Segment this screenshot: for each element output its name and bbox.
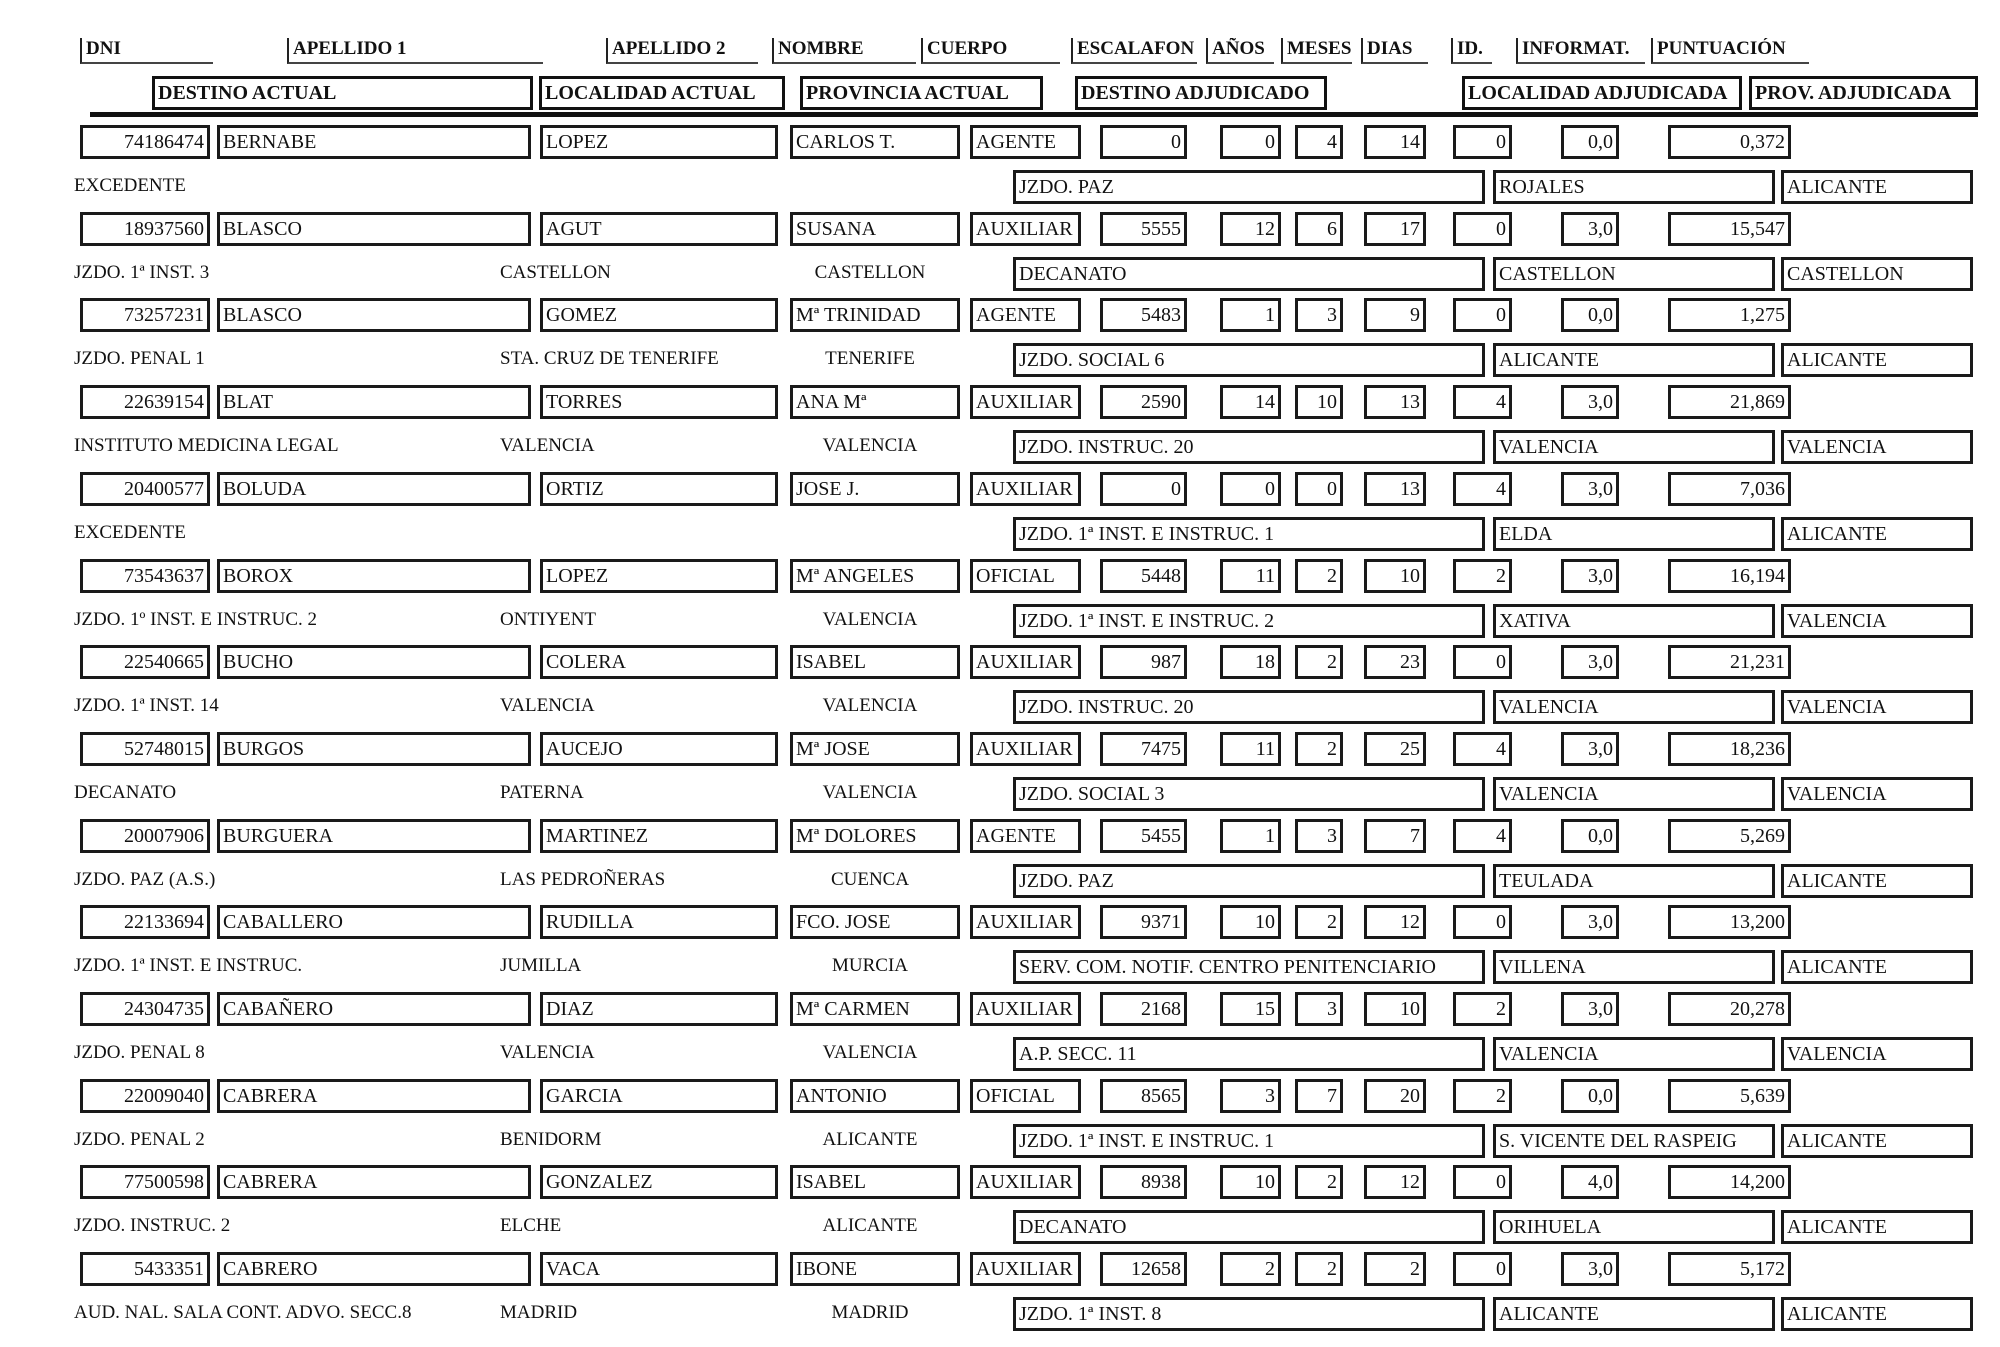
field-cuerpo: AGENTE — [970, 819, 1081, 853]
field-cuerpo: AUXILIAR — [970, 1165, 1081, 1199]
field-anos: 1 — [1220, 819, 1281, 853]
header-provincia-actual: PROVINCIA ACTUAL — [800, 76, 1043, 110]
field-id: 2 — [1453, 559, 1512, 593]
field-apellido1: BURGUERA — [217, 819, 531, 853]
field-localidad-adjudicada: ELDA — [1493, 517, 1775, 551]
field-localidad-adjudicada: VILLENA — [1493, 950, 1775, 984]
field-escalafon: 2590 — [1100, 385, 1187, 419]
provincia-actual-text: CASTELLON — [814, 262, 926, 283]
field-anos: 10 — [1220, 1165, 1281, 1199]
field-apellido2: AGUT — [540, 212, 778, 246]
field-anos: 0 — [1220, 125, 1281, 159]
field-escalafon: 7475 — [1100, 732, 1187, 766]
field-cuerpo: AGENTE — [970, 298, 1081, 332]
field-destino-adjudicado: JZDO. 1ª INST. E INSTRUC. 1 — [1013, 517, 1485, 551]
header-localidad-actual: LOCALIDAD ACTUAL — [539, 76, 785, 110]
field-id: 4 — [1453, 385, 1512, 419]
field-escalafon: 8938 — [1100, 1165, 1187, 1199]
field-cuerpo: AUXILIAR — [970, 212, 1081, 246]
header-apellido2: APELLIDO 2 — [606, 38, 758, 64]
localidad-actual-text — [500, 521, 800, 547]
field-puntuacion: 14,200 — [1668, 1165, 1791, 1199]
header-dias: DIAS — [1361, 38, 1428, 64]
field-cuerpo: OFICIAL — [970, 1079, 1081, 1113]
field-dias: 10 — [1364, 559, 1426, 593]
field-nombre: ISABEL — [790, 1165, 960, 1199]
field-id: 0 — [1453, 645, 1512, 679]
field-meses: 6 — [1295, 212, 1343, 246]
field-anos: 3 — [1220, 1079, 1281, 1113]
destino-actual-text: JZDO. PAZ (A.S.) — [74, 869, 216, 890]
destino-actual-text: INSTITUTO MEDICINA LEGAL — [74, 435, 339, 456]
field-apellido1: BURGOS — [217, 732, 531, 766]
field-cuerpo: AGENTE — [970, 125, 1081, 159]
field-localidad-adjudicada: VALENCIA — [1493, 777, 1775, 811]
field-dias: 2 — [1364, 1252, 1426, 1286]
field-prov-adjudicada: VALENCIA — [1781, 1037, 1973, 1071]
localidad-actual-text: CASTELLON — [500, 262, 611, 283]
field-cuerpo: AUXILIAR — [970, 1252, 1081, 1286]
field-apellido1: BUCHO — [217, 645, 531, 679]
localidad-actual-text: BENIDORM — [500, 1129, 602, 1150]
field-meses: 4 — [1295, 125, 1343, 159]
field-id: 0 — [1453, 1252, 1512, 1286]
field-dias: 14 — [1364, 125, 1426, 159]
field-meses: 0 — [1295, 472, 1343, 506]
field-dni: 18937560 — [80, 212, 210, 246]
field-apellido1: CABRERA — [217, 1079, 531, 1113]
field-prov-adjudicada: VALENCIA — [1781, 777, 1973, 811]
provincia-actual-text: VALENCIA — [822, 782, 918, 803]
field-dias: 12 — [1364, 1165, 1426, 1199]
field-informat: 0,0 — [1561, 125, 1619, 159]
header-apellido1: APELLIDO 1 — [287, 38, 543, 64]
field-localidad-adjudicada: ORIHUELA — [1493, 1210, 1775, 1244]
field-dni: 22009040 — [80, 1079, 210, 1113]
field-anos: 12 — [1220, 212, 1281, 246]
field-dias: 25 — [1364, 732, 1426, 766]
field-anos: 11 — [1220, 732, 1281, 766]
field-informat: 3,0 — [1561, 992, 1619, 1026]
field-destino-adjudicado: JZDO. SOCIAL 6 — [1013, 343, 1485, 377]
field-dni: 73543637 — [80, 559, 210, 593]
field-apellido1: BLAT — [217, 385, 531, 419]
field-meses: 3 — [1295, 992, 1343, 1026]
header-destino-adjudicado: DESTINO ADJUDICADO — [1075, 76, 1327, 110]
field-escalafon: 5448 — [1100, 559, 1187, 593]
field-dni: 20400577 — [80, 472, 210, 506]
field-localidad-adjudicada: ALICANTE — [1493, 1297, 1775, 1331]
field-informat: 4,0 — [1561, 1165, 1619, 1199]
field-apellido2: GONZALEZ — [540, 1165, 778, 1199]
field-dni: 74186474 — [80, 125, 210, 159]
destino-actual-text: DECANATO — [74, 782, 177, 803]
field-informat: 3,0 — [1561, 905, 1619, 939]
field-escalafon: 0 — [1100, 125, 1187, 159]
field-apellido2: LOPEZ — [540, 559, 778, 593]
localidad-actual-text: PATERNA — [500, 782, 584, 803]
header-informat: INFORMAT. — [1516, 38, 1645, 64]
field-nombre: ISABEL — [790, 645, 960, 679]
field-nombre: Mª CARMEN — [790, 992, 960, 1026]
field-id: 4 — [1453, 472, 1512, 506]
field-apellido1: BLASCO — [217, 212, 531, 246]
field-apellido2: VACA — [540, 1252, 778, 1286]
field-cuerpo: AUXILIAR — [970, 385, 1081, 419]
destino-actual-text: EXCEDENTE — [74, 175, 186, 196]
field-localidad-adjudicada: VALENCIA — [1493, 690, 1775, 724]
field-cuerpo: AUXILIAR — [970, 992, 1081, 1026]
field-prov-adjudicada: ALICANTE — [1781, 1210, 1973, 1244]
field-localidad-adjudicada: CASTELLON — [1493, 257, 1775, 291]
field-dias: 13 — [1364, 472, 1426, 506]
field-prov-adjudicada: ALICANTE — [1781, 1124, 1973, 1158]
field-apellido2: MARTINEZ — [540, 819, 778, 853]
field-cuerpo: AUXILIAR — [970, 732, 1081, 766]
field-puntuacion: 21,231 — [1668, 645, 1791, 679]
field-destino-adjudicado: SERV. COM. NOTIF. CENTRO PENITENCIARIO — [1013, 950, 1485, 984]
field-puntuacion: 20,278 — [1668, 992, 1791, 1026]
field-dni: 73257231 — [80, 298, 210, 332]
destino-actual-text: JZDO. 1º INST. E INSTRUC. 2 — [74, 609, 318, 630]
provincia-actual-text: MADRID — [831, 1302, 909, 1323]
field-puntuacion: 13,200 — [1668, 905, 1791, 939]
field-nombre: Mª JOSE — [790, 732, 960, 766]
field-anos: 10 — [1220, 905, 1281, 939]
field-escalafon: 0 — [1100, 472, 1187, 506]
field-destino-adjudicado: JZDO. PAZ — [1013, 864, 1485, 898]
field-puntuacion: 7,036 — [1668, 472, 1791, 506]
field-meses: 3 — [1295, 298, 1343, 332]
field-apellido2: LOPEZ — [540, 125, 778, 159]
field-dias: 17 — [1364, 212, 1426, 246]
field-anos: 1 — [1220, 298, 1281, 332]
field-informat: 3,0 — [1561, 732, 1619, 766]
field-nombre: ANA Mª — [790, 385, 960, 419]
field-destino-adjudicado: JZDO. 1ª INST. E INSTRUC. 1 — [1013, 1124, 1485, 1158]
field-prov-adjudicada: ALICANTE — [1781, 517, 1973, 551]
field-localidad-adjudicada: TEULADA — [1493, 864, 1775, 898]
field-puntuacion: 1,275 — [1668, 298, 1791, 332]
field-anos: 15 — [1220, 992, 1281, 1026]
field-meses: 2 — [1295, 1252, 1343, 1286]
field-destino-adjudicado: JZDO. INSTRUC. 20 — [1013, 690, 1485, 724]
field-prov-adjudicada: ALICANTE — [1781, 343, 1973, 377]
field-id: 0 — [1453, 905, 1512, 939]
field-prov-adjudicada: VALENCIA — [1781, 604, 1973, 638]
field-apellido1: BOLUDA — [217, 472, 531, 506]
localidad-actual-text — [500, 174, 800, 200]
field-cuerpo: AUXILIAR — [970, 905, 1081, 939]
header-nombre: NOMBRE — [772, 38, 916, 64]
field-nombre: SUSANA — [790, 212, 960, 246]
field-id: 2 — [1453, 1079, 1512, 1113]
field-nombre: Mª ANGELES — [790, 559, 960, 593]
destino-actual-text: JZDO. PENAL 8 — [74, 1042, 205, 1063]
field-apellido1: BOROX — [217, 559, 531, 593]
field-apellido2: GARCIA — [540, 1079, 778, 1113]
field-escalafon: 12658 — [1100, 1252, 1187, 1286]
field-nombre: FCO. JOSE — [790, 905, 960, 939]
header-anos: AÑOS — [1206, 38, 1274, 64]
field-prov-adjudicada: ALICANTE — [1781, 170, 1973, 204]
field-prov-adjudicada: VALENCIA — [1781, 430, 1973, 464]
field-cuerpo: AUXILIAR — [970, 472, 1081, 506]
field-anos: 18 — [1220, 645, 1281, 679]
header-prov-adjudicada: PROV. ADJUDICADA — [1749, 76, 1978, 110]
field-meses: 2 — [1295, 645, 1343, 679]
field-informat: 3,0 — [1561, 472, 1619, 506]
provincia-actual-text: MURCIA — [831, 955, 908, 976]
field-apellido1: CABRERA — [217, 1165, 531, 1199]
field-apellido2: AUCEJO — [540, 732, 778, 766]
field-nombre: Mª TRINIDAD — [790, 298, 960, 332]
provincia-actual-text: VALENCIA — [822, 695, 918, 716]
field-cuerpo: OFICIAL — [970, 559, 1081, 593]
field-nombre: CARLOS T. — [790, 125, 960, 159]
header-localidad-adjudicada: LOCALIDAD ADJUDICADA — [1462, 76, 1742, 110]
field-apellido2: COLERA — [540, 645, 778, 679]
field-localidad-adjudicada: S. VICENTE DEL RASPEIG — [1493, 1124, 1775, 1158]
field-informat: 3,0 — [1561, 1252, 1619, 1286]
field-meses: 3 — [1295, 819, 1343, 853]
provincia-actual-text — [800, 521, 940, 547]
field-destino-adjudicado: JZDO. PAZ — [1013, 170, 1485, 204]
field-localidad-adjudicada: ALICANTE — [1493, 343, 1775, 377]
provincia-actual-text: CUENCA — [830, 869, 910, 890]
field-nombre: ANTONIO — [790, 1079, 960, 1113]
field-cuerpo: AUXILIAR — [970, 645, 1081, 679]
provincia-actual-text: ALICANTE — [822, 1129, 918, 1150]
provincia-actual-text: VALENCIA — [822, 1042, 918, 1063]
field-puntuacion: 16,194 — [1668, 559, 1791, 593]
provincia-actual-text: VALENCIA — [822, 435, 918, 456]
field-prov-adjudicada: ALICANTE — [1781, 864, 1973, 898]
field-dias: 23 — [1364, 645, 1426, 679]
field-dni: 22133694 — [80, 905, 210, 939]
field-destino-adjudicado: DECANATO — [1013, 257, 1485, 291]
field-destino-adjudicado: JZDO. SOCIAL 3 — [1013, 777, 1485, 811]
field-dni: 20007906 — [80, 819, 210, 853]
field-destino-adjudicado: JZDO. INSTRUC. 20 — [1013, 430, 1485, 464]
field-dni: 22639154 — [80, 385, 210, 419]
field-puntuacion: 5,269 — [1668, 819, 1791, 853]
field-puntuacion: 18,236 — [1668, 732, 1791, 766]
destino-actual-text: EXCEDENTE — [74, 522, 186, 543]
field-localidad-adjudicada: XATIVA — [1493, 604, 1775, 638]
header-puntuacion: PUNTUACIÓN — [1651, 38, 1809, 64]
field-dias: 12 — [1364, 905, 1426, 939]
localidad-actual-text: STA. CRUZ DE TENERIFE — [500, 348, 719, 369]
field-escalafon: 9371 — [1100, 905, 1187, 939]
field-meses: 7 — [1295, 1079, 1343, 1113]
field-apellido2: TORRES — [540, 385, 778, 419]
field-anos: 2 — [1220, 1252, 1281, 1286]
localidad-actual-text: VALENCIA — [500, 435, 595, 456]
field-dni: 22540665 — [80, 645, 210, 679]
field-puntuacion: 0,372 — [1668, 125, 1791, 159]
field-destino-adjudicado: A.P. SECC. 11 — [1013, 1037, 1485, 1071]
field-apellido1: CABRERO — [217, 1252, 531, 1286]
field-dni: 52748015 — [80, 732, 210, 766]
localidad-actual-text: ONTIYENT — [500, 609, 597, 630]
field-escalafon: 5555 — [1100, 212, 1187, 246]
field-informat: 0,0 — [1561, 1079, 1619, 1113]
field-dias: 10 — [1364, 992, 1426, 1026]
field-dias: 7 — [1364, 819, 1426, 853]
provincia-actual-text: ALICANTE — [822, 1215, 918, 1236]
destino-actual-text: JZDO. 1ª INST. E INSTRUC. — [74, 955, 303, 976]
header-divider — [90, 112, 1978, 117]
field-apellido1: BERNABE — [217, 125, 531, 159]
provincia-actual-text: VALENCIA — [822, 609, 918, 630]
field-apellido1: CABAÑERO — [217, 992, 531, 1026]
destino-actual-text: AUD. NAL. SALA CONT. ADVO. SECC.8 — [74, 1302, 412, 1323]
field-prov-adjudicada: ALICANTE — [1781, 950, 1973, 984]
field-dni: 24304735 — [80, 992, 210, 1026]
field-dni: 5433351 — [80, 1252, 210, 1286]
header-dni: DNI — [80, 38, 213, 64]
field-nombre: Mª DOLORES — [790, 819, 960, 853]
destino-actual-text: JZDO. INSTRUC. 2 — [74, 1215, 231, 1236]
field-localidad-adjudicada: ROJALES — [1493, 170, 1775, 204]
field-meses: 2 — [1295, 559, 1343, 593]
field-apellido2: GOMEZ — [540, 298, 778, 332]
field-dias: 9 — [1364, 298, 1426, 332]
field-escalafon: 8565 — [1100, 1079, 1187, 1113]
field-apellido2: RUDILLA — [540, 905, 778, 939]
field-prov-adjudicada: CASTELLON — [1781, 257, 1973, 291]
destino-actual-text: JZDO. PENAL 2 — [74, 1129, 205, 1150]
field-destino-adjudicado: JZDO. 1ª INST. E INSTRUC. 2 — [1013, 604, 1485, 638]
field-apellido2: DIAZ — [540, 992, 778, 1026]
field-destino-adjudicado: JZDO. 1ª INST. 8 — [1013, 1297, 1485, 1331]
field-apellido1: CABALLERO — [217, 905, 531, 939]
field-dni: 77500598 — [80, 1165, 210, 1199]
field-nombre: JOSE J. — [790, 472, 960, 506]
field-escalafon: 5483 — [1100, 298, 1187, 332]
localidad-actual-text: JUMILLA — [500, 955, 582, 976]
header-destino-actual: DESTINO ACTUAL — [152, 76, 533, 110]
field-id: 0 — [1453, 298, 1512, 332]
field-escalafon: 2168 — [1100, 992, 1187, 1026]
field-informat: 3,0 — [1561, 212, 1619, 246]
provincia-actual-text — [800, 174, 940, 200]
header-id: ID. — [1451, 38, 1492, 64]
field-localidad-adjudicada: VALENCIA — [1493, 430, 1775, 464]
field-escalafon: 5455 — [1100, 819, 1187, 853]
field-nombre: IBONE — [790, 1252, 960, 1286]
field-escalafon: 987 — [1100, 645, 1187, 679]
localidad-actual-text: ELCHE — [500, 1215, 562, 1236]
provincia-actual-text: TENERIFE — [825, 348, 915, 369]
header-meses: MESES — [1281, 38, 1352, 64]
destino-actual-text: JZDO. 1ª INST. 3 — [74, 262, 210, 283]
field-dias: 20 — [1364, 1079, 1426, 1113]
localidad-actual-text: MADRID — [500, 1302, 578, 1323]
field-puntuacion: 15,547 — [1668, 212, 1791, 246]
field-dias: 13 — [1364, 385, 1426, 419]
destino-actual-text: JZDO. PENAL 1 — [74, 348, 205, 369]
header-escalafon: ESCALAFON — [1071, 38, 1197, 64]
field-destino-adjudicado: DECANATO — [1013, 1210, 1485, 1244]
field-informat: 3,0 — [1561, 385, 1619, 419]
field-id: 4 — [1453, 732, 1512, 766]
field-puntuacion: 21,869 — [1668, 385, 1791, 419]
field-localidad-adjudicada: VALENCIA — [1493, 1037, 1775, 1071]
field-meses: 2 — [1295, 905, 1343, 939]
field-anos: 0 — [1220, 472, 1281, 506]
field-puntuacion: 5,172 — [1668, 1252, 1791, 1286]
localidad-actual-text: VALENCIA — [500, 695, 595, 716]
header-cuerpo: CUERPO — [921, 38, 1060, 64]
field-meses: 2 — [1295, 732, 1343, 766]
field-id: 0 — [1453, 1165, 1512, 1199]
field-meses: 2 — [1295, 1165, 1343, 1199]
field-id: 0 — [1453, 125, 1512, 159]
field-apellido1: BLASCO — [217, 298, 531, 332]
field-id: 4 — [1453, 819, 1512, 853]
field-apellido2: ORTIZ — [540, 472, 778, 506]
field-informat: 0,0 — [1561, 819, 1619, 853]
localidad-actual-text: LAS PEDROÑERAS — [500, 869, 666, 890]
field-informat: 0,0 — [1561, 298, 1619, 332]
field-prov-adjudicada: VALENCIA — [1781, 690, 1973, 724]
field-anos: 11 — [1220, 559, 1281, 593]
destino-actual-text: JZDO. 1ª INST. 14 — [74, 695, 219, 716]
field-informat: 3,0 — [1561, 645, 1619, 679]
field-informat: 3,0 — [1561, 559, 1619, 593]
field-anos: 14 — [1220, 385, 1281, 419]
field-meses: 10 — [1295, 385, 1343, 419]
field-prov-adjudicada: ALICANTE — [1781, 1297, 1973, 1331]
field-id: 2 — [1453, 992, 1512, 1026]
field-puntuacion: 5,639 — [1668, 1079, 1791, 1113]
localidad-actual-text: VALENCIA — [500, 1042, 595, 1063]
field-id: 0 — [1453, 212, 1512, 246]
